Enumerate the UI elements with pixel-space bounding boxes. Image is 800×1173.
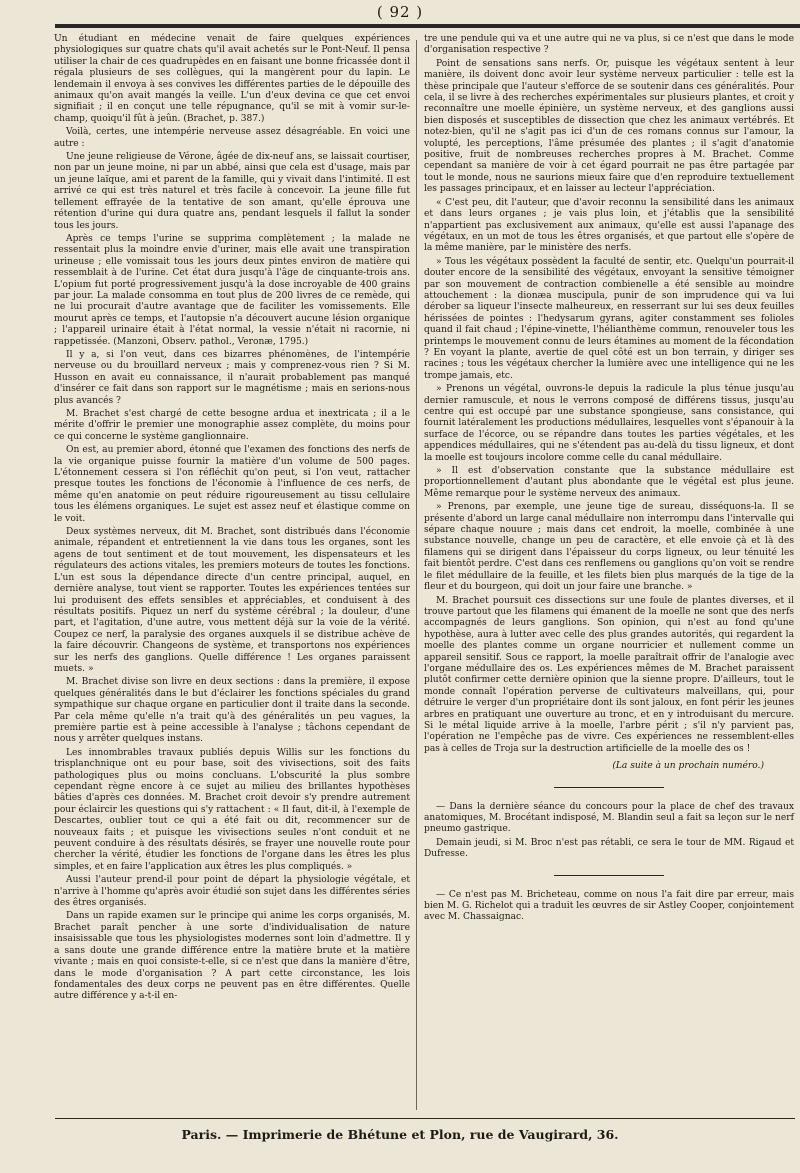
paragraph: Après ce temps l'urine se supprima complètement ; la malade ne ressentait plus la moindre envie d'uriner, mais elle avait une transpiration urineuse ; elle vomissait tous les jours deux pintes environ de matière qui ressemblait à de l'urine. Cet état dura jusqu'à l'âge de cinquante-trois ans. L'opium fut porté progressivement jusqu'à la dose incroyable de 400 grains par jour. La malade consomma en tout plus de 200 livres de ce remède, qui ne lui procurait d'autre avantage que de faciliter les vomissements. Elle mourut après ce temps, et l'autopsie n'a découvert aucune lésion organique ; l'appareil urinaire était à l'état normal, la vessie n'était ni racornie, ni rappetissée. (Manzoni, Observ. pathol., Veronæ, 1795.) [54, 233, 410, 347]
paragraph: tre une pendule qui va et une autre qui ne va plus, si ce n'est que dans le mode d'organisation respective ? [424, 34, 794, 56]
notice: Demain jeudi, si M. Broc n'est pas rétabli, ce sera le tour de MM. Rigaud et Dufresse. [424, 837, 794, 860]
continuation-note: (La suite à un prochain numéro.) [612, 761, 764, 772]
paragraph: M. Brachet s'est chargé de cette besogne ardua et inextricata ; il a le mérite d'offrir le premier une monographie assez complète, du moins pour ce qui concerne le système ganglionnaire. [54, 409, 410, 442]
paragraph: « C'est peu, dit l'auteur, que d'avoir reconnu la sensibilité dans les animaux et dans leurs organes ; je vais plus loin, et j'établis que la sensibilité n'appartient pas exclusivement aux animaux, qu'elle est aussi l'apanage des végétaux, en un mot de tous les êtres organisés, et que partout elle s'opère de la même manière, par le ministère des nerfs. [424, 197, 794, 254]
paragraph: » Il est d'observation constante que la substance médullaire est proportionnellement d'autant plus abondante que le végétal est plus jeune. Même remarque pour le système nerveux des animaux. [424, 466, 794, 499]
section-rule [554, 875, 664, 876]
paragraph: Aussi l'auteur prend-il pour point de départ la physiologie végétale, et n'arrive à l'homme qu'après avoir étudié son sujet dans les différentes séries des êtres organisés. [54, 875, 410, 909]
paragraph: M. Brachet divise son livre en deux sections : dans la première, il expose quelques généralités dans le but d'éclairer les fonctions spéciales du grand sympathique sur chaque organe en particulier dont il traite dans la seconde. Par cela même qu'elle n'a trait qu'à des généralités un peu vagues, la première partie est à peine accessible à l'analyse ; tâchons cependant de nous y arrêter quelques instans. [54, 677, 410, 745]
paragraph: Les innombrables travaux publiés depuis Willis sur les fonctions du trisplanchnique ont eu pour base, soit des vivisections, soit des faits pathologiques plus ou moins concluans. L'obscurité la plus sombre cependant règne encore à ce sujet au milieu des brillantes hypothèses bâties d'après ces données. M. Brachet croit devoir s'y prendre autrement pour éclaircir les questions qui s'y rattachent : « Il faut, dit-il, à l'exemple de Descartes, oublier tout ce qui a été fait ou dit, recommencer sur de nouveaux faits ; et puisque les vivisections seules n'ont conduit et ne peuvent conduire à des résultats désirés, se frayer une nouvelle route pour chercher la vérité, étudier les fonctions de l'organe dans les êtres les plus simples, et en faire l'application aux êtres les plus compliqués. » [54, 747, 410, 872]
paragraph: Voilà, certes, une intempérie nerveuse assez désagréable. En voici une autre : [54, 127, 410, 149]
footer-rule [55, 1118, 795, 1119]
paragraph: » Prenons, par exemple, une jeune tige de sureau, disséquons-la. Il se présente d'abord un large canal médullaire non interrompu dans l'intervalle qui sépare chaque nouure ; mais dans cet endroit, la moelle, combinée à une substance nouvelle, change un peu de caractère, et elle envoie çà et là des filamens qui se dirigent dans l'épaisseur du corps ligneux, ou leur ténuité les fait bientôt perdre. C'est dans ces renflemens ou ganglions qu'on voit se rendre le filet médullaire de la feuille, et les filets bien plus marqués de la tige de la fleur et du bourgeon, qui doit un jour faire une branche. » [424, 502, 794, 593]
notice: — Ce n'est pas M. Bricheteau, comme on nous l'a fait dire par erreur, mais bien M. G. Richelot qui a traduit les œuvres de sir Astley Cooper, conjointement avec M. Chassaignac. [424, 889, 794, 923]
paragraph: M. Brachet poursuit ces dissections sur une foule de plantes diverses, et il trouve partout que les filamens qui émanent de la moelle ne sont que des nerfs accompagnés de leurs ganglions. Son opinion, qui n'est au fond qu'une hypothèse, aura à lutter avec celle des plus grandes autorités, qui regardent la moelle des plantes comme un organe nourricier et nullement comme un appareil sensitif. Sous ce rapport, la moelle paraîtrait offrir de l'analogie avec l'organe médullaire des os. Les expériences mêmes de M. Brachet paraissent plutôt confirmer cette dernière opinion que la sienne propre. D'ailleurs, tout le monde connaît l'opération perverse de cultivateurs malveillans, qui, pour détruire le verger d'un propriétaire dont ils sont jaloux, en font périr les jeunes arbres en pratiquant une ouverture au tronc, et en y introduisant du mercure. Si le métal liquide arrive à la moelle, l'arbre périt ; s'il n'y parvient pas, l'opération ne l'empêche pas de vivre. Ces expériences ne ressemblent-elles pas à celles de Troja sur la destruction artificielle de la moelle des os ! [424, 595, 794, 754]
paragraph: Point de sensations sans nerfs. Or, puisque les végétaux sentent à leur manière, ils doivent donc avoir leur système nerveux particulier : telle est la thèse principale que l'auteur s'efforce de se soutenir dans ces généralités. Pour cela, il se livre à des recherches expérimentales sur plusieurs plantes, et croit y reconnaître une moelle épinière, un système nerveux, et des ganglions aussi bien disposés et susceptibles de dissection que chez les animaux vertébrés. Et notez-bien, qu'il ne s'agit pas ici d'un de ces romans connus sur l'amour, la volupté, les perceptions, l'âme présumée des plantes ; il s'agit d'anatomie positive, fruit de nombreuses recherches propres à M. Brachet. Comme cependant sa manière de voir à cet égard pourrait ne pas être partagée par tout le monde, nous ne saurions mieux faire que d'en reproduire textuellement les passages principaux, et en laisser au lecteur l'appréciation. [424, 58, 794, 195]
paragraph: Il y a, si l'on veut, dans ces bizarres phénomènes, de l'intempérie nerveuse ou du brouillard nerveux ; mais y comprenez-vous rien ? Si M. Husson en avait eu connaissance, il n'aurait probablement pas manqué d'insérer ce fait dans son rapport sur le magnétisme ; mais en serions-nous plus avancés ? [54, 349, 410, 406]
printer-imprint: Paris. — Imprimerie de Bhétune et Plon, rue de Vaugirard, 36. [181, 1127, 619, 1142]
header-rule [55, 24, 800, 28]
page-number: ( 92 ) [376, 3, 424, 21]
paragraph: » Tous les végétaux possèdent la faculté de sentir, etc. Quelqu'un pourrait-il douter encore de la sensibilité des végétaux, envoyant la sensitive témoigner par son mouvement de contraction combienelle a été sensible au moindre attouchement : la dionæa muscipula, punir de son imprudence qui va lui dérober sa liqueur l'insecte malheureux, en resserrant sur lui ses deux feuilles hérissées de pointes : l'hedysarum gyrans, agiter constamment ses folioles quand il fait chaud ; l'épine-vinette, l'hélianthème commun, renouveler tous les printemps le mouvement connu de leurs étamines au moment de la fécondation ? En voyant la plante, avertie de quel côté est un bon terrain, y diriger ses racines ; tous les végétaux chercher la lumière avec une intelligence qui ne les trompe jamais, etc. [424, 256, 794, 381]
section-rule [554, 787, 664, 788]
paragraph: Un étudiant en médecine venait de faire quelques expériences physiologiques sur quatre chats qu'il avait achetés sur le Pont-Neuf. Il pensa utiliser la chair de ces quadrupèdes en en faisant une bonne fricassée dont il régala plusieurs de ses collègues, qui la mangèrent pour du lapin. Le lendemain il envoya à ses convives les différentes parties de le dépouille des animaux qu'on avait mangés la veille. L'un d'eux devina ce que cet envoi signifiait ; il en conçut une telle répugnance, qu'il se mit à vomir sur-le-champ, quoiqu'il fût à jeûn. (Brachet, p. 387.) [54, 34, 410, 124]
column-divider [416, 40, 417, 1110]
right-column [424, 34, 794, 926]
paragraph: Deux systèmes nerveux, dit M. Brachet, sont distribués dans l'économie animale, répandent et entretiennent la vie dans tous les organes, sont les agens de tout sentiment et de tout mouvement, les dispensateurs et les régulateurs des actions vitales, les premiers moteurs de toutes les fonctions. L'un est sous la dépendance directe d'un centre principal, auquel, en dernière analyse, tout vient se rapporter. Toutes les expériences tentées sur lui produisent des effets sensibles et appréciables, et conduisent à des résultats positifs. Piquez un nerf du système cérébral ; la douleur, d'une part, et l'agitation, d'une autre, vous mettent déjà sur la voie de la vérité. Coupez ce nerf, la paralysie des organes auxquels il se distribue achève de la faire découvrir. Changeons de système, et transportons nos expériences sur les nerfs des ganglions. Quelle différence ! Les organes paraissent muets. » [54, 527, 410, 674]
paragraph: Une jeune religieuse de Vérone, âgée de dix-neuf ans, se laissait courtiser, non par un jeune moine, ni par un abbé, ainsi que cela est d'usage, mais par un jeune laïque, ami et parent de la famille, qui y vivait dans l'intimité. Il est arrivé ce qui est très naturel et très facile à concevoir. La jeune fille fut tellement effrayée de la tentative de son amant, qu'elle éprouva une rétention d'urine qui dura quatre ans, pendant lesquels il fallut la sonder tous les jours. [54, 152, 410, 231]
notice: — Dans la dernière séance du concours pour la place de chef des travaux anatomiques, M. Brocétant indisposé, M. Blandin seul a fait sa leçon sur le nerf pneumo gastrique. [424, 801, 794, 835]
paragraph: Dans un rapide examen sur le principe qui anime les corps organisés, M. Brachet paraît pencher à une sorte d'individualisation de nature insaisissable que tous les physiologistes modernes sont loin d'admettre. Il y a sans doute une grande différence entre la matière brute et la matière vivante ; mais en quoi consiste-t-elle, si ce n'est que dans la manière d'être, dans le mode d'organisation ? A part cette circonstance, les lois fondamentales des deux corps ne peuvent pas en être différentes. Quelle autre différence y a-t-il en- [54, 911, 410, 1002]
paragraph: On est, au premier abord, étonné que l'examen des fonctions des nerfs de la vie organique puisse fournir la matière d'un volume de 500 pages. L'étonnement cessera si l'on réfléchit qu'on peut, si l'on veut, rattacher presque toutes les fonctions de l'économie à l'influence de ces nerfs, de même qu'en anatomie on peut réduire rigoureusement au tissu cellulaire tous les élémens organiques. Le sujet est assez neuf et élastique comme on le voit. [54, 445, 410, 524]
paragraph: » Prenons un végétal, ouvrons-le depuis la radicule la plus ténue jusqu'au dernier ramuscule, et nous le verrons composé de différens tissus, jusqu'au centre qui est occupé par une substance spongieuse, sans consistance, qui fournit latéralement les productions médullaires, lesquelles vont s'épanouir à la surface de l'écorce, ou se répandre dans toutes les parties végétales, et les appendices médullaires, qui ne s'étendent pas au-delà du tissu ligneux, et dont la moelle est toujours incolore comme celle du canal médullaire. [424, 384, 794, 463]
left-column [54, 34, 410, 1005]
